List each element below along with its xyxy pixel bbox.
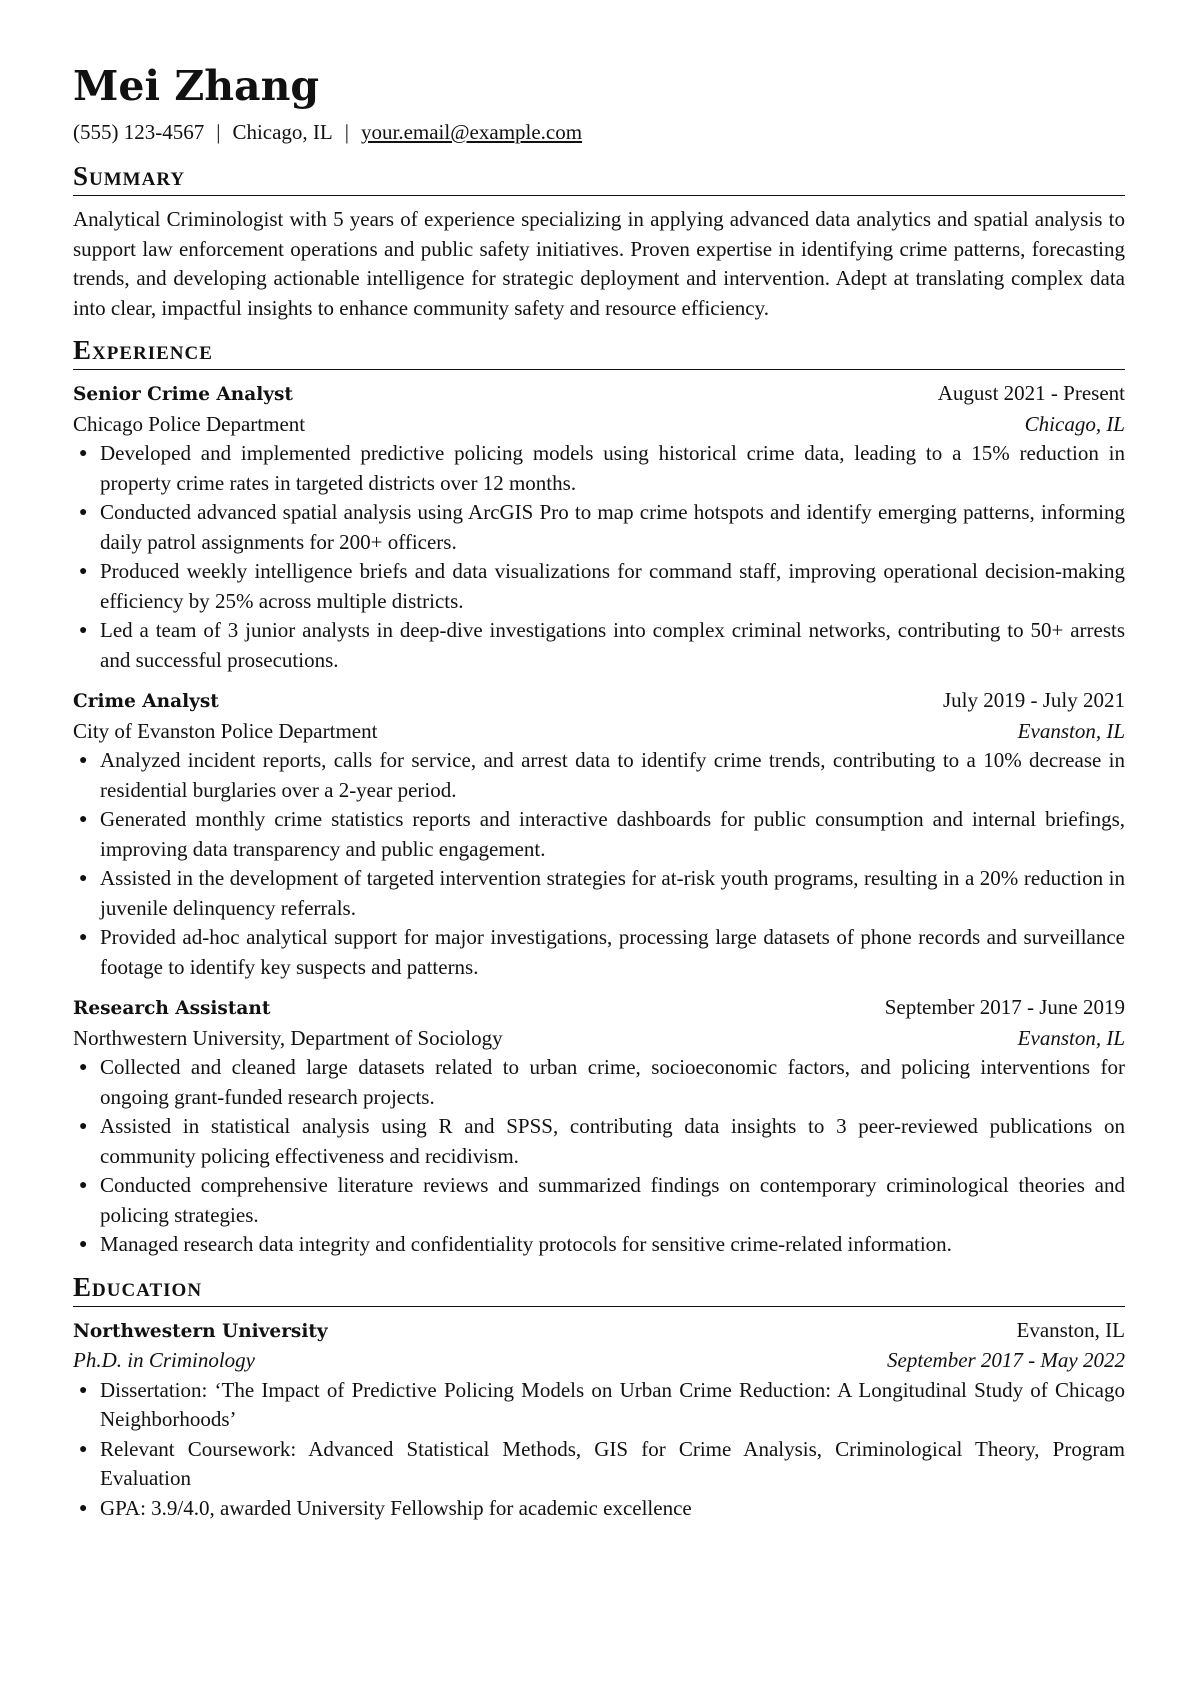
job-org-row xyxy=(73,717,1125,747)
bullet-text: Dissertation: ‘The Impact of Predictive Policing Models on Urban Crime Reduction: A Longitudinal Study of Chicago Neighborhoods’ xyxy=(100,1377,1125,1431)
bullet-icon: ● xyxy=(79,1119,88,1134)
bullet-icon: ● xyxy=(79,930,88,945)
degree-name: Ph.D. in Criminology xyxy=(73,1348,255,1372)
list-item xyxy=(73,1053,1125,1112)
contact-separator: | xyxy=(344,120,349,144)
list-item xyxy=(73,1376,1125,1435)
job-organization: Chicago Police Department xyxy=(73,411,306,436)
job-organization: City of Evanston Police Department xyxy=(73,718,378,743)
bullet-icon: ● xyxy=(79,1382,88,1398)
job-location: Evanston, IL xyxy=(1017,718,1125,743)
job-dates: September 2017 - June 2019 xyxy=(884,995,1125,1019)
bullet-icon: ● xyxy=(79,1237,88,1252)
education-entry xyxy=(73,1316,1125,1524)
education-section xyxy=(73,1272,1125,1524)
bullet-icon: ● xyxy=(79,446,88,461)
resume-page xyxy=(73,58,1125,1534)
bullet-icon: ● xyxy=(79,1441,88,1457)
job-org-row xyxy=(73,1024,1125,1054)
job-entry xyxy=(73,379,1125,675)
bullet-icon: ● xyxy=(79,753,88,768)
bullet-text: Conducted advanced spatial analysis using ArcGIS Pro to map crime hotspots and identify emerging patterns, informing daily patrol assignments for 200+ officers. xyxy=(100,500,1125,554)
job-dates: August 2021 - Present xyxy=(937,381,1125,405)
bullet-icon: ● xyxy=(79,1060,88,1075)
bullet-text: Provided ad-hoc analytical support for major investigations, processing large datasets of phone records and surveillance footage to identify key suspects and patterns. xyxy=(100,925,1125,979)
bullet-icon: ● xyxy=(79,1500,88,1516)
candidate-name: Mei Zhang xyxy=(73,62,320,110)
bullet-text: Assisted in statistical analysis using R and SPSS, contributing data insights to 3 peer-reviewed publications on community policing effectiveness and recidivism. xyxy=(100,1114,1125,1168)
contact-line xyxy=(73,115,1125,149)
experience-section xyxy=(73,335,1125,1260)
list-item xyxy=(73,805,1125,864)
bullet-icon: ● xyxy=(79,1178,88,1193)
summary-heading: Summary xyxy=(73,161,1125,196)
email-link[interactable]: your.email@example.com xyxy=(360,120,583,144)
location-text: Chicago, IL xyxy=(232,120,333,144)
bullet-icon: ● xyxy=(79,871,88,886)
job-organization: Northwestern University, Department of Sociology xyxy=(73,1025,503,1050)
bullet-text: Assisted in the development of targeted intervention strategies for at-risk youth programs, resulting in a 20% reduction in juvenile delinquency referrals. xyxy=(100,866,1125,920)
job-org-row xyxy=(73,410,1125,440)
job-bullets xyxy=(73,746,1125,982)
bullet-text: GPA: 3.9/4.0, awarded University Fellowship for academic excellence xyxy=(100,1495,692,1520)
bullet-icon: ● xyxy=(79,505,88,520)
list-item xyxy=(73,1494,1125,1524)
bullet-text: Generated monthly crime statistics reports and interactive dashboards for public consumption and internal briefings, improving data transparency and public engagement. xyxy=(100,807,1125,861)
job-entry xyxy=(73,993,1125,1260)
job-header-row xyxy=(73,686,1125,717)
degree-row xyxy=(73,1346,1125,1376)
list-item xyxy=(73,557,1125,616)
bullet-text: Analyzed incident reports, calls for service, and arrest data to identify crime trends, contributing to a 10% decrease in residential burglaries over a 2-year period. xyxy=(100,748,1125,802)
summary-section xyxy=(73,161,1125,323)
list-item xyxy=(73,1435,1125,1494)
list-item xyxy=(73,439,1125,498)
bullet-icon: ● xyxy=(79,564,88,579)
school-name: Northwestern University xyxy=(73,1320,328,1342)
list-item xyxy=(73,498,1125,557)
summary-text: Analytical Criminologist with 5 years of experience specializing in applying advanced data analytics and spatial analysis to support law enforcement operations and public safety initiatives. Proven expertise in identifying crime patterns, forecasting trends, and developing actionable intelligence for strategic deployment and intervention. Adept at translating complex data into clear, impactful insights to enhance community safety and resource efficiency. xyxy=(73,207,1125,320)
school-row xyxy=(73,1316,1125,1347)
education-heading: Education xyxy=(73,1272,1125,1307)
bullet-text: Managed research data integrity and confidentiality protocols for sensitive crime-related information. xyxy=(100,1232,952,1256)
school-location: Evanston, IL xyxy=(1016,1317,1125,1342)
list-item xyxy=(73,1171,1125,1230)
list-item xyxy=(73,864,1125,923)
job-bullets xyxy=(73,439,1125,675)
bullet-icon: ● xyxy=(79,812,88,827)
bullet-text: Developed and implemented predictive policing models using historical crime data, leading to a 15% reduction in property crime rates in targeted districts over 12 months. xyxy=(100,441,1125,495)
bullet-text: Conducted comprehensive literature reviews and summarized findings on contemporary criminological theories and policing strategies. xyxy=(100,1173,1125,1227)
job-header-row xyxy=(73,379,1125,410)
bullet-text: Led a team of 3 junior analysts in deep-dive investigations into complex criminal networks, contributing to 50+ arrests and successful prosecutions. xyxy=(100,618,1125,672)
contact-separator: | xyxy=(216,120,221,144)
job-title: Research Assistant xyxy=(73,998,271,1019)
list-item xyxy=(73,746,1125,805)
list-item xyxy=(73,1112,1125,1171)
job-title: Senior Crime Analyst xyxy=(73,384,293,405)
bullet-text: Collected and cleaned large datasets related to urban crime, socioeconomic factors, and policing interventions for ongoing grant-funded research projects. xyxy=(100,1055,1125,1109)
job-dates: July 2019 - July 2021 xyxy=(942,688,1125,712)
bullet-text: Produced weekly intelligence briefs and data visualizations for command staff, improving operational decision-making efficiency by 25% across multiple districts. xyxy=(100,559,1125,613)
list-item xyxy=(73,923,1125,982)
experience-heading: Experience xyxy=(73,335,1125,370)
list-item xyxy=(73,1230,1125,1260)
job-location: Chicago, IL xyxy=(1024,411,1125,436)
job-bullets xyxy=(73,1053,1125,1260)
education-bullets xyxy=(73,1376,1125,1524)
phone-number: (555) 123-4567 xyxy=(73,120,205,144)
job-entry xyxy=(73,686,1125,982)
list-item xyxy=(73,616,1125,675)
job-header-row xyxy=(73,993,1125,1024)
bullet-text: Relevant Coursework: Advanced Statistical Methods, GIS for Crime Analysis, Criminological Theory, Program Evaluation xyxy=(100,1436,1125,1490)
job-location: Evanston, IL xyxy=(1017,1025,1125,1050)
degree-dates: September 2017 - May 2022 xyxy=(887,1348,1125,1372)
job-title: Crime Analyst xyxy=(73,691,219,712)
bullet-icon: ● xyxy=(79,623,88,638)
